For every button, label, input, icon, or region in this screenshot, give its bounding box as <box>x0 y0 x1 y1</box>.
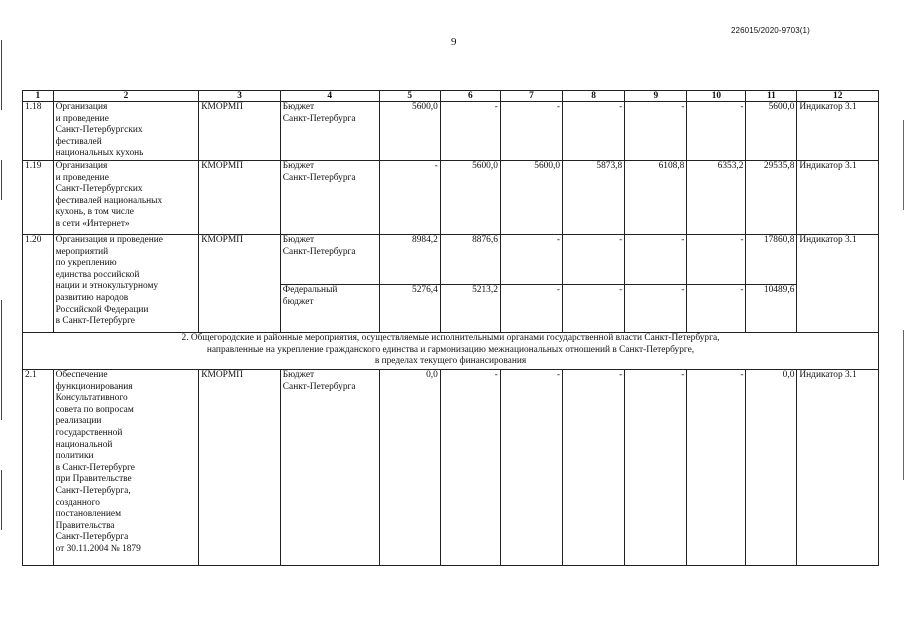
column-header: 11 <box>746 91 797 102</box>
section-header-row <box>23 333 879 370</box>
value-cell: 5873,8 <box>563 161 625 235</box>
executor: КМОРМП <box>199 161 281 235</box>
row-number: 1.20 <box>23 235 54 333</box>
value-cell: - <box>625 102 687 161</box>
column-header: 12 <box>797 91 879 102</box>
column-header: 7 <box>500 91 562 102</box>
value-cell: - <box>563 285 625 333</box>
column-number-row <box>23 91 879 102</box>
document-id: 226015/2020-9703(1) <box>731 26 810 35</box>
value-cell: 5600,0 <box>440 161 500 235</box>
column-header: 6 <box>440 91 500 102</box>
value-cell: - <box>687 102 746 161</box>
row-number: 1.18 <box>23 102 54 161</box>
value-cell: - <box>625 285 687 333</box>
column-header: 5 <box>379 91 440 102</box>
funding-source: Бюджет Санкт-Петербурга <box>280 235 379 285</box>
value-cell: - <box>625 370 687 566</box>
value-cell: 6353,2 <box>687 161 746 235</box>
row-number: 1.19 <box>23 161 54 235</box>
total-cell: 0,0 <box>746 370 797 566</box>
table-row-1-20 <box>23 235 879 285</box>
value-cell: - <box>500 102 562 161</box>
funding-source: Бюджет Санкт-Петербурга <box>280 102 379 161</box>
page-number: 9 <box>451 36 457 48</box>
indicator: Индикатор 3.1 <box>797 161 879 235</box>
column-header: 2 <box>53 91 199 102</box>
total-cell: 17860,8 <box>746 235 797 285</box>
value-cell: - <box>563 235 625 285</box>
activity-name: Обеспечение функционирования Консультативного совета по вопросам реализации государственной национальной политики в Санкт-Петербурге при Правительстве Санкт-Петербурга, созданного постановлением Правительства Санкт-Петербурга от 30.11.2004 № 1879 <box>53 370 199 566</box>
column-header: 3 <box>199 91 281 102</box>
section-title: 2. Общегородские и районные мероприятия, осуществляемые исполнительными органами государственной власти Санкт-Петербурга, направленные на укрепление гражданского единства и гармонизацию межнациональных отношений в Санкт-Петербурге, в пределах текущего финансирования <box>23 333 879 370</box>
table-row-1-19 <box>23 161 879 235</box>
value-cell: 0,0 <box>379 370 440 566</box>
scan-edge-left <box>0 0 4 640</box>
column-header: 10 <box>687 91 746 102</box>
value-cell: 6108,8 <box>625 161 687 235</box>
row-number: 2.1 <box>23 370 54 566</box>
table-row-2-1 <box>23 370 879 566</box>
value-cell: - <box>500 370 562 566</box>
value-cell: 5600,0 <box>379 102 440 161</box>
value-cell: - <box>500 285 562 333</box>
value-cell: 8984,2 <box>379 235 440 285</box>
value-cell: - <box>625 235 687 285</box>
funding-source: Бюджет Санкт-Петербурга <box>280 370 379 566</box>
total-cell: 10489,6 <box>746 285 797 333</box>
value-cell: 5276,4 <box>379 285 440 333</box>
indicator: Индикатор 3.1 <box>797 370 879 566</box>
value-cell: - <box>440 102 500 161</box>
activity-name: Организация и проведение мероприятий по укреплению единства российской нации и этнокультурному развитию народов Российской Федерации в Санкт-Петербурге <box>53 235 199 333</box>
value-cell: - <box>687 285 746 333</box>
indicator: Индикатор 3.1 <box>797 102 879 161</box>
executor: КМОРМП <box>199 102 281 161</box>
total-cell: 29535,8 <box>746 161 797 235</box>
executor: КМОРМП <box>199 235 281 333</box>
value-cell: - <box>687 235 746 285</box>
value-cell: 8876,6 <box>440 235 500 285</box>
column-header: 1 <box>23 91 54 102</box>
value-cell: - <box>500 235 562 285</box>
activity-name: Организация и проведение Санкт-Петербургских фестивалей национальных кухонь <box>53 102 199 161</box>
value-cell: - <box>379 161 440 235</box>
indicator: Индикатор 3.1 <box>797 235 879 333</box>
column-header: 4 <box>280 91 379 102</box>
funding-source: Бюджет Санкт-Петербурга <box>280 161 379 235</box>
activity-name: Организация и проведение Санкт-Петербургских фестивалей национальных кухонь, в том числе в сети «Интернет» <box>53 161 199 235</box>
table-row-1-18 <box>23 102 879 161</box>
value-cell: - <box>687 370 746 566</box>
executor: КМОРМП <box>199 370 281 566</box>
value-cell: - <box>563 102 625 161</box>
total-cell: 5600,0 <box>746 102 797 161</box>
column-header: 8 <box>563 91 625 102</box>
value-cell: - <box>440 370 500 566</box>
column-header: 9 <box>625 91 687 102</box>
value-cell: 5213,2 <box>440 285 500 333</box>
value-cell: - <box>563 370 625 566</box>
funding-source: Федеральный бюджет <box>280 285 379 333</box>
value-cell: 5600,0 <box>500 161 562 235</box>
program-activities-table <box>22 90 879 566</box>
